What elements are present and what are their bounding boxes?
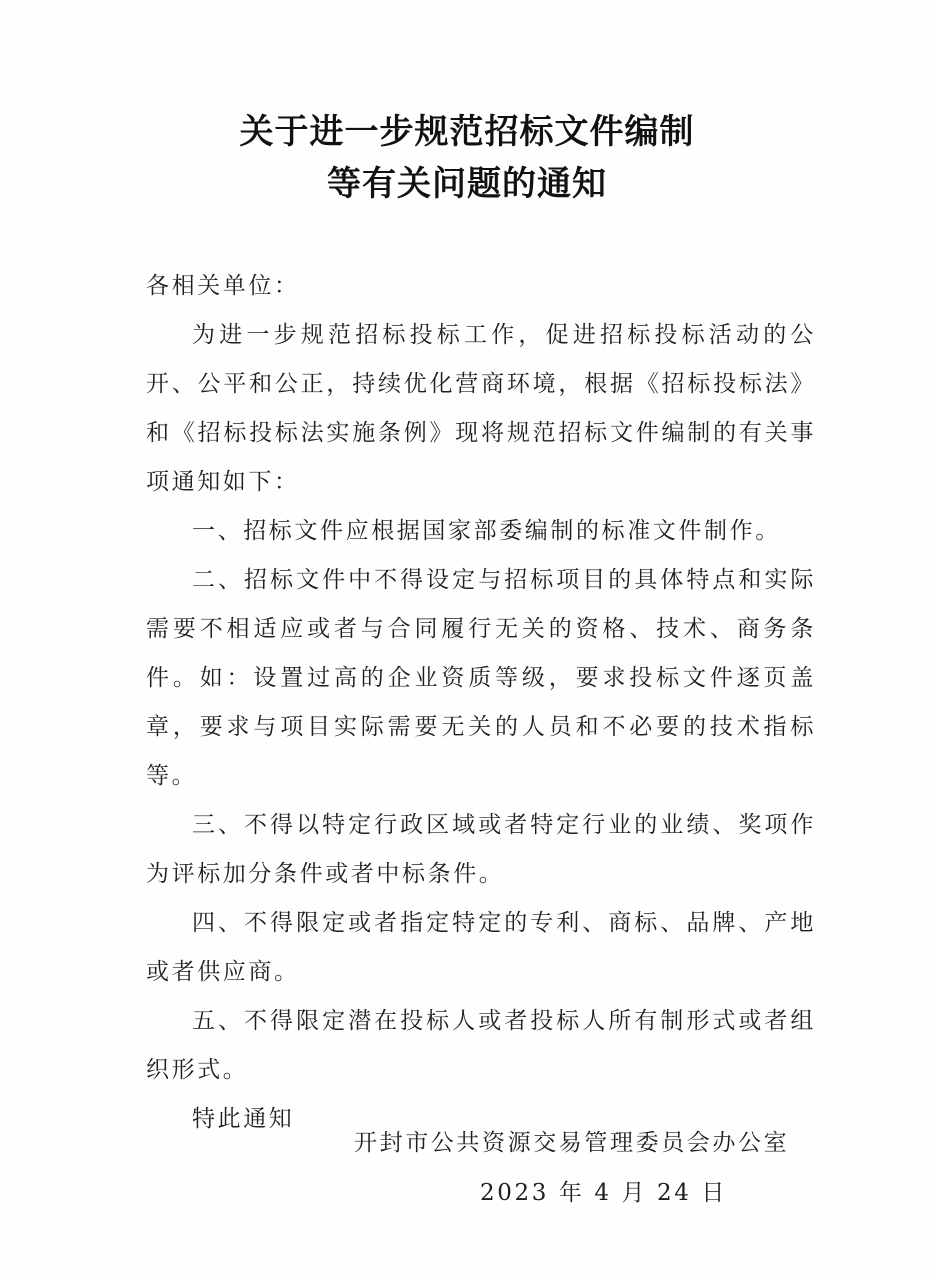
closing-text: 特此通知 (192, 1106, 295, 1132)
item-4: 四、不得限定或者指定特定的专利、商标、品牌、产地或者供应商。 (146, 910, 816, 985)
document-title-line1: 关于进一步规范招标文件编制 (239, 112, 695, 152)
item-3: 三、不得以特定行政区域或者特定行业的业绩、奖项作为评标加分条件或者中标条件。 (146, 812, 816, 887)
salutation: 各相关单位： (146, 273, 300, 299)
document-title-line2: 等有关问题的通知 (327, 164, 607, 204)
item-5: 五、不得限定潜在投标人或者投标人所有制形式或者组织形式。 (146, 1008, 816, 1083)
signatory: 开封市公共资源交易管理委员会办公室 (354, 1130, 790, 1156)
document-body (146, 262, 816, 1144)
item-1: 一、招标文件应根据国家部委编制的标准文件制作。 (192, 518, 781, 544)
issue-date: 2023 年 4 月 24 日 (480, 1180, 727, 1206)
item-2: 二、招标文件中不得设定与招标项目的具体特点和实际需要不相适应或者与合同履行无关的资格、技术、商务条件。如：设置过高的企业资质等级，要求投标文件逐页盖章，要求与项目实际需要无关的人员和不必要的技术指标等。 (146, 567, 816, 789)
intro-paragraph: 为进一步规范招标投标工作，促进招标投标活动的公开、公平和公正，持续优化营商环境，根据《招标投标法》和《招标投标法实施条例》现将规范招标文件编制的有关事项通知如下： (146, 322, 816, 495)
